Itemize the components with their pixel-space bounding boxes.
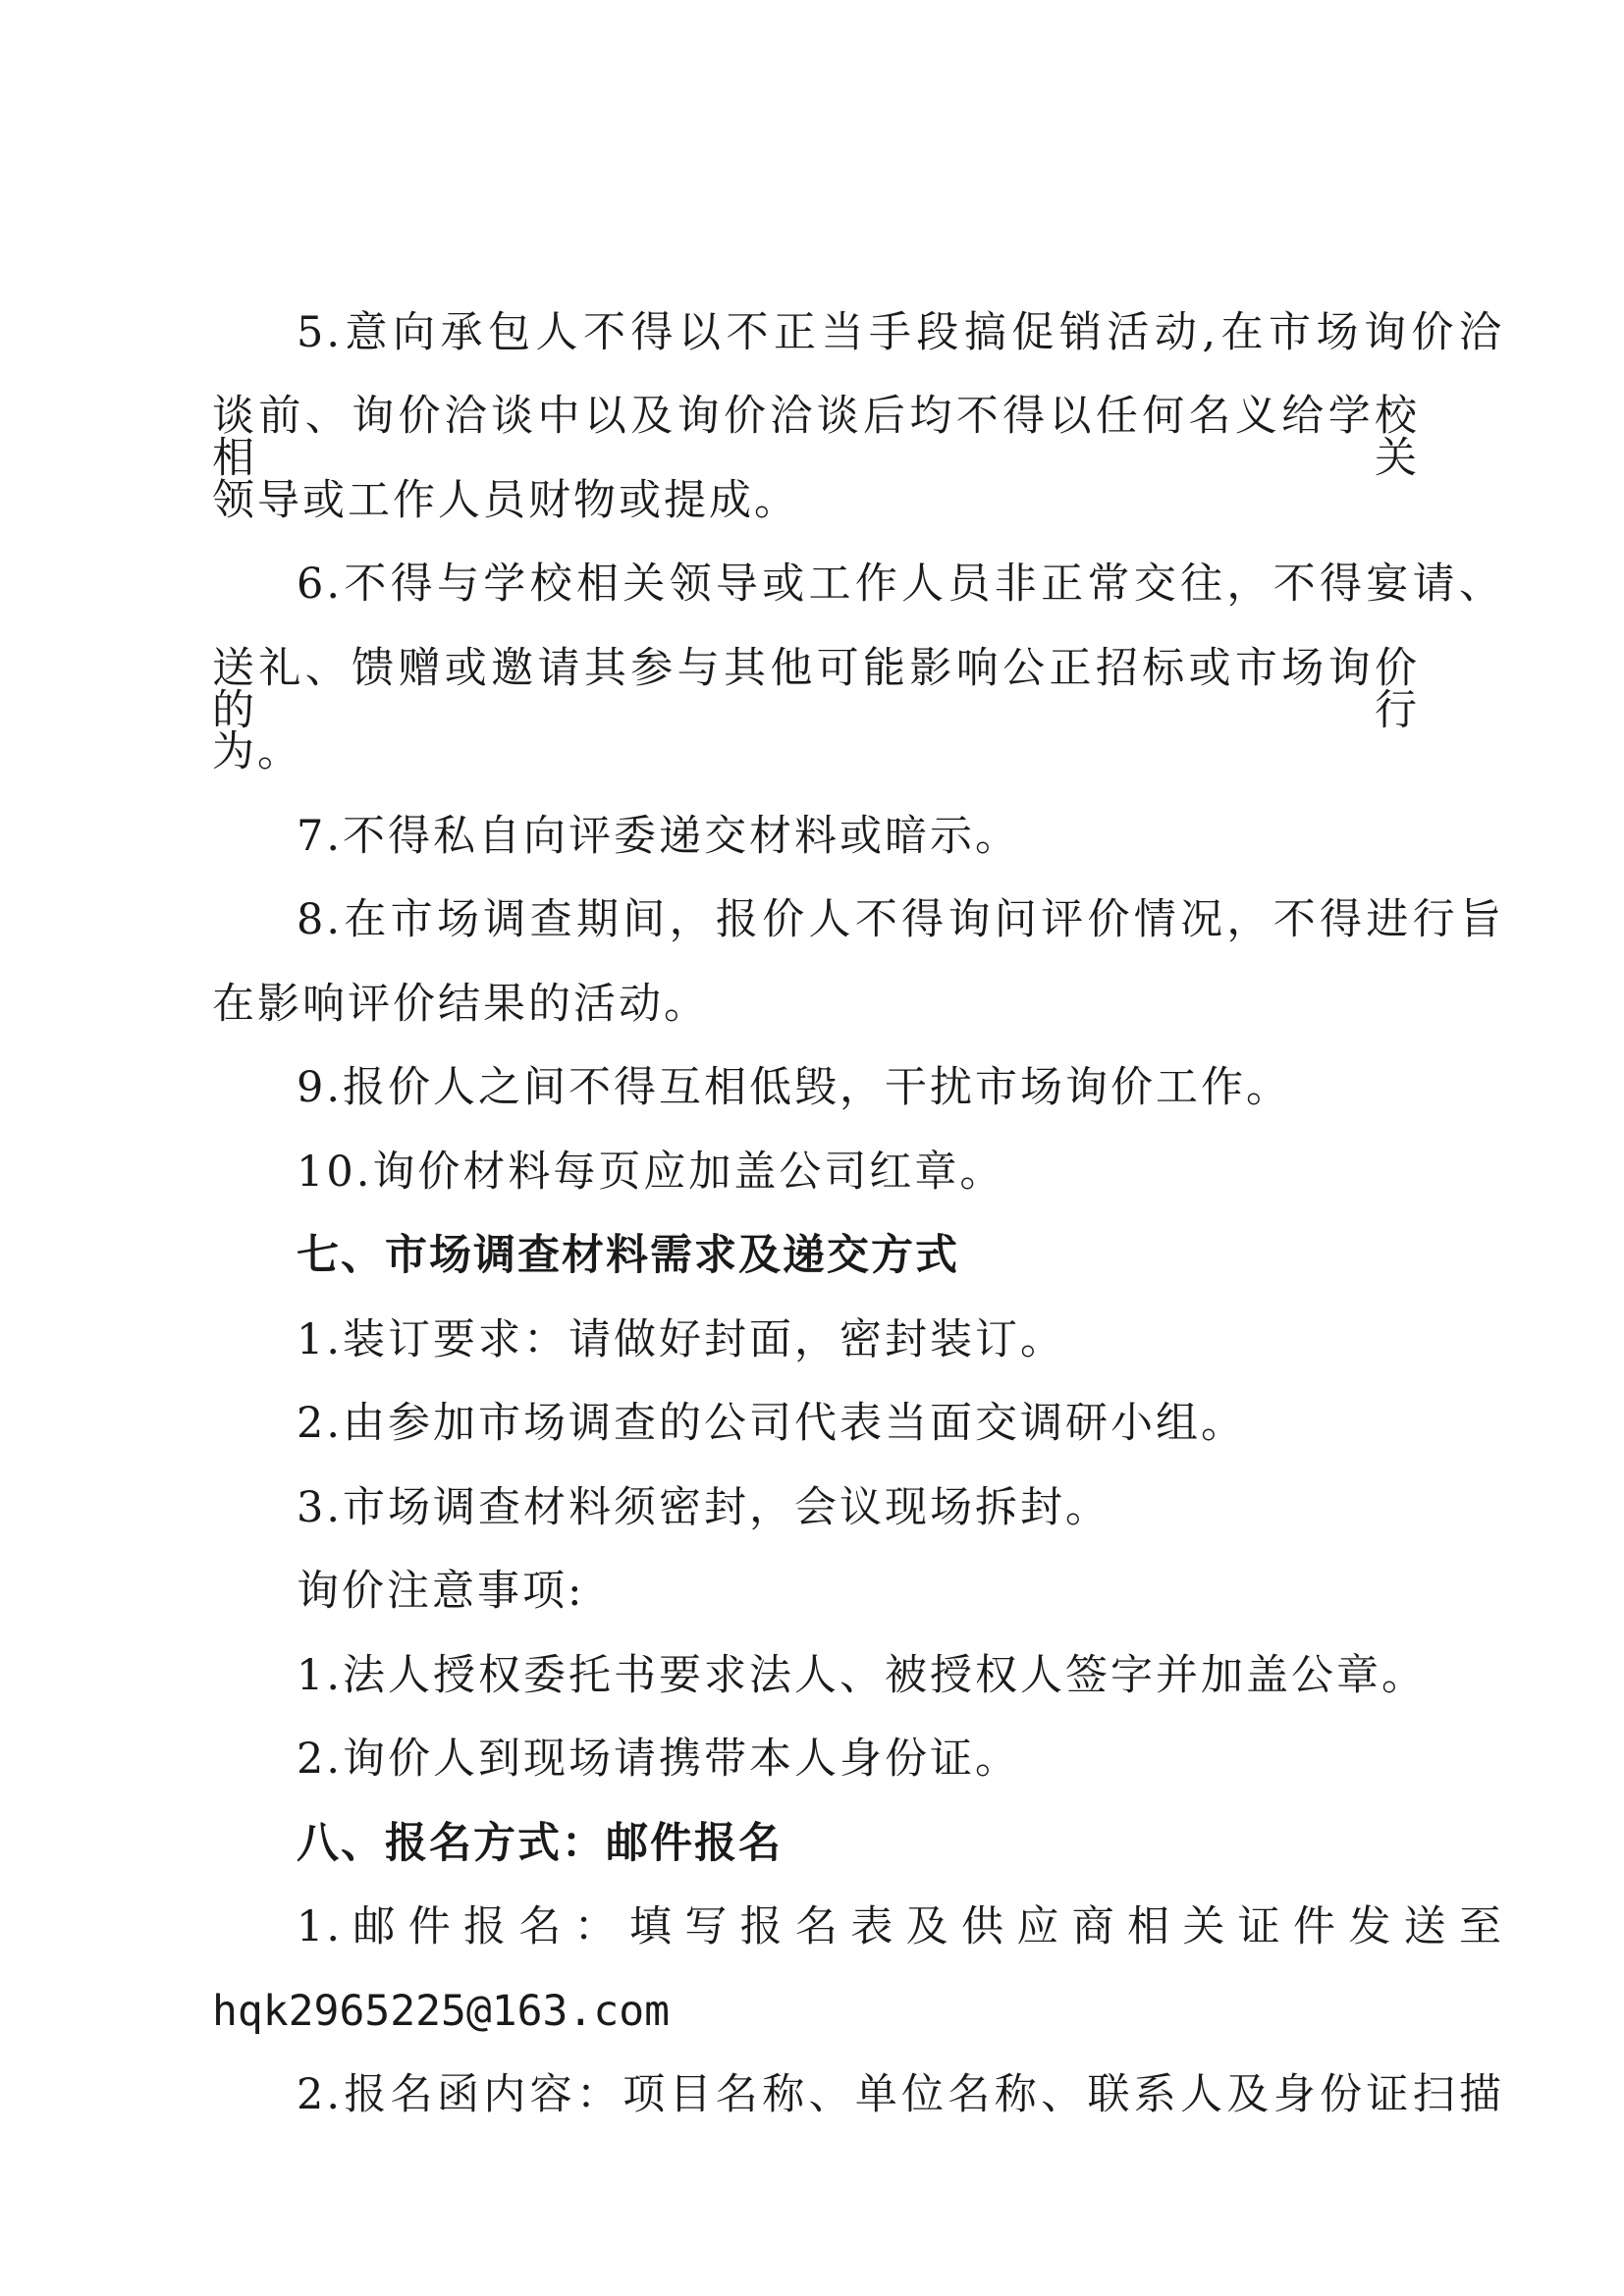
- paragraph-line: 2.报名函内容：项目名称、单位名称、联系人及身份证扫描: [297, 2070, 1504, 2119]
- paragraph-line: 2.询价人到现场请携带本人身份证。: [297, 1735, 1021, 1784]
- paragraph-line: 6.不得与学校相关领导或工作人员非正常交往，不得宴请、: [297, 560, 1504, 609]
- paragraph-line: 为。: [212, 727, 302, 776]
- email-address: hqk2965225@163.com: [212, 1987, 670, 2036]
- paragraph-line: 送礼、馈赠或邀请其参与其他可能影响公正招标或市场询价的行: [212, 644, 1420, 735]
- paragraph-line: 1.邮件报名：填写报名表及供应商相关证件发送至: [297, 1902, 1504, 1951]
- paragraph-line: 1.法人授权委托书要求法人、被授权人签字并加盖公章。: [297, 1651, 1428, 1700]
- subheading-line: 询价注意事项:: [297, 1567, 585, 1616]
- paragraph-line: 9.报价人之间不得互相低毁，干扰市场询价工作。: [297, 1063, 1292, 1112]
- paragraph-line: 领导或工作人员财物或提成。: [212, 476, 799, 525]
- paragraph-line: 2.由参加市场调查的公司代表当面交调研小组。: [297, 1399, 1247, 1448]
- paragraph-line: 8.在市场调查期间，报价人不得询问评价情况，不得进行旨: [297, 895, 1504, 944]
- paragraph-line: 在影响评价结果的活动。: [212, 980, 709, 1029]
- paragraph-line: 谈前、询价洽谈中以及询价洽谈后均不得以任何名义给学校相关: [212, 392, 1420, 483]
- section-heading: 七、市场调查材料需求及递交方式: [297, 1231, 959, 1280]
- paragraph-line: 3.市场调查材料须密封，会议现场拆封。: [297, 1483, 1111, 1532]
- paragraph-line: 5.意向承包人不得以不正当手段搞促销活动,在市场询价洽: [297, 308, 1504, 357]
- paragraph-line: 7.不得私自向评委递交材料或暗示。: [297, 812, 1021, 861]
- paragraph-line: 10.询价材料每页应加盖公司红章。: [297, 1148, 1005, 1197]
- section-heading: 八、报名方式：邮件报名: [297, 1819, 783, 1868]
- paragraph-line: 1.装订要求：请做好封面，密封装订。: [297, 1315, 1066, 1364]
